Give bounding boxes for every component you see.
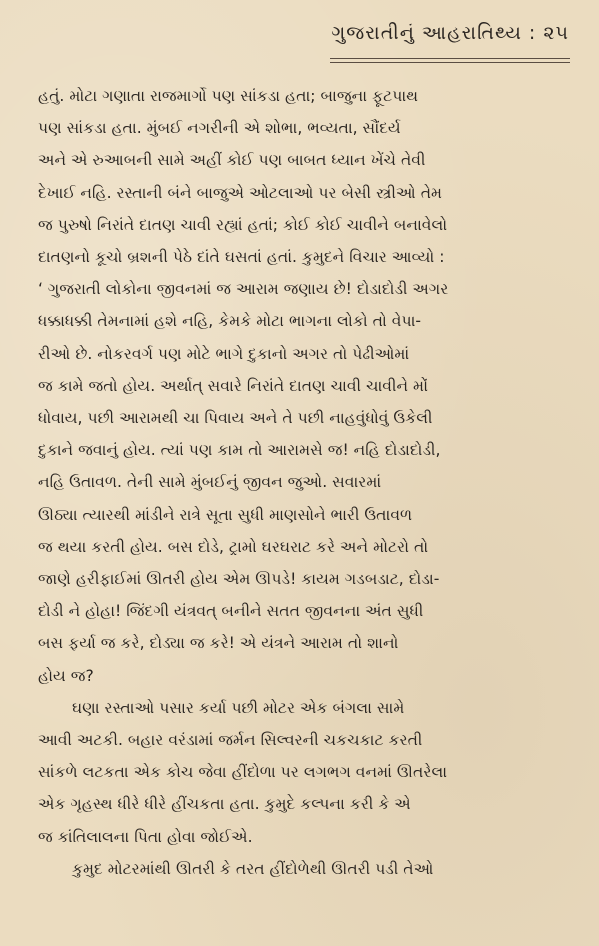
paragraph-1 <box>38 80 568 692</box>
text-line: દુકાને જવાનું હોય. ત્યાં પણ કામ તો આરામસે જ! નહિ દોડાદોડી, <box>38 441 441 460</box>
text-line: હતું. મોટા ગણાતા રાજમાર્ગો પણ સાંકડા હતા; બાજુના ફૂટપાથ <box>38 87 419 105</box>
header-decorative-rule <box>330 58 570 63</box>
text-line: દાતણનો કૂચો બ્રશની પેઠે દાંતે ઘસતાં હતાં. કુમુદને વિચાર આવ્યો : <box>38 248 445 267</box>
text-line: જાણે હરીફાઈમાં ઊતરી હોય એમ ઊપડે! કાયમ ગડબડાટ, દોડા- <box>38 570 440 589</box>
paragraph-2 <box>38 692 568 853</box>
text-line: નહિ ઉતાવળ. તેની સામે મુંબઈનું જીવન જુઓ. સવારમાં <box>38 473 382 492</box>
text-line: દેખાઈ નહિ. રસ્તાની બંને બાજુએ ઓટલાઓ પર બેસી સ્ત્રીઓ તેમ <box>38 183 443 202</box>
text-line: બસ ફર્યા જ કરે, દોડ્યા જ કરે! એ યંત્રને આરામ તો શાનો <box>38 634 399 653</box>
text-line: ‘ ગુજરાતી લોકોના જીવનમાં જ આરામ જણાય છે! દોડાદોડી અગર <box>38 280 449 299</box>
text-line: કુમુદ મોટરમાંથી ઊતરી કે તરત હીંદોળેથી ઊતરી પડી તેઓ <box>72 859 434 878</box>
text-line: જ કામે જતો હોય. અર્થાત્ સવારે નિરાંતે દાતણ ચાવી ચાવીને મોં <box>38 376 428 395</box>
text-line: રીઓ છે. નોકરવર્ગ પણ મોટે ભાગે દુકાનો અગર તો પેઢીઓમાં <box>38 344 410 363</box>
text-line: જ થયા કરતી હોય. બસ દોડે, ટ્રામો ઘરઘરાટ કરે અને મોટરો તો <box>38 537 429 556</box>
text-line: ઘણા રસ્તાઓ પસાર કર્યા પછી મોટર એક બંગલા સામે <box>72 698 405 717</box>
text-line: આવી અટકી. બહાર વરંડામાં જર્મન સિલ્વરની ચકચકાટ કરતી <box>38 731 423 750</box>
text-line: અને એ રુઆબની સામે અહીં કોઈ પણ બાબત ધ્યાન ખેંચે તેવી <box>38 151 426 170</box>
text-line: હોય જ? <box>38 666 94 685</box>
paragraph-3 <box>38 853 568 885</box>
text-line: ધોવાય, પછી આરામથી ચા પિવાય અને તે પછી નાહવુંધોવું ઉકેલી <box>38 409 433 428</box>
text-line: એક ગૃહસ્થ ધીરે ધીરે હીંચકતા હતા. કુમુદે કલ્પના કરી કે એ <box>38 795 411 814</box>
text-line: જ પુરુષો નિરાંતે દાતણ ચાવી રહ્યાં હતાં; કોઈ કોઈ ચાવીને બનાવેલો <box>38 215 448 234</box>
text-line: ધક્કાધક્કી તેમનામાં હશે નહિ, કેમકે મોટા ભાગના લોકો તો વેપા- <box>38 312 422 331</box>
text-line: પણ સાંકડા હતા. મુંબઈ નગરીની એ શોભા, ભવ્યતા, સૌંદર્ય <box>38 119 401 138</box>
text-line: દોડી ને હોહા! જિંદગી યંત્રવત્ બનીને સતત જીવનના અંત સુધી <box>38 602 424 621</box>
text-line: જ કાંતિલાલના પિતા હોવા જોઈએ. <box>38 827 253 846</box>
running-header: ગુજરાતીનું આહરાતિથ્ય : ૨૫ <box>331 22 569 44</box>
body-text <box>38 80 568 885</box>
text-line: સાંકળે લટકતા એક કોચ જેવા હીંદોળા પર લગભગ વનમાં ઊતરેલા <box>38 763 448 782</box>
text-line: ઊઠ્યા ત્યારથી માંડીને રાત્રે સૂતા સુધી માણસોને ભારી ઉતાવળ <box>38 505 413 524</box>
